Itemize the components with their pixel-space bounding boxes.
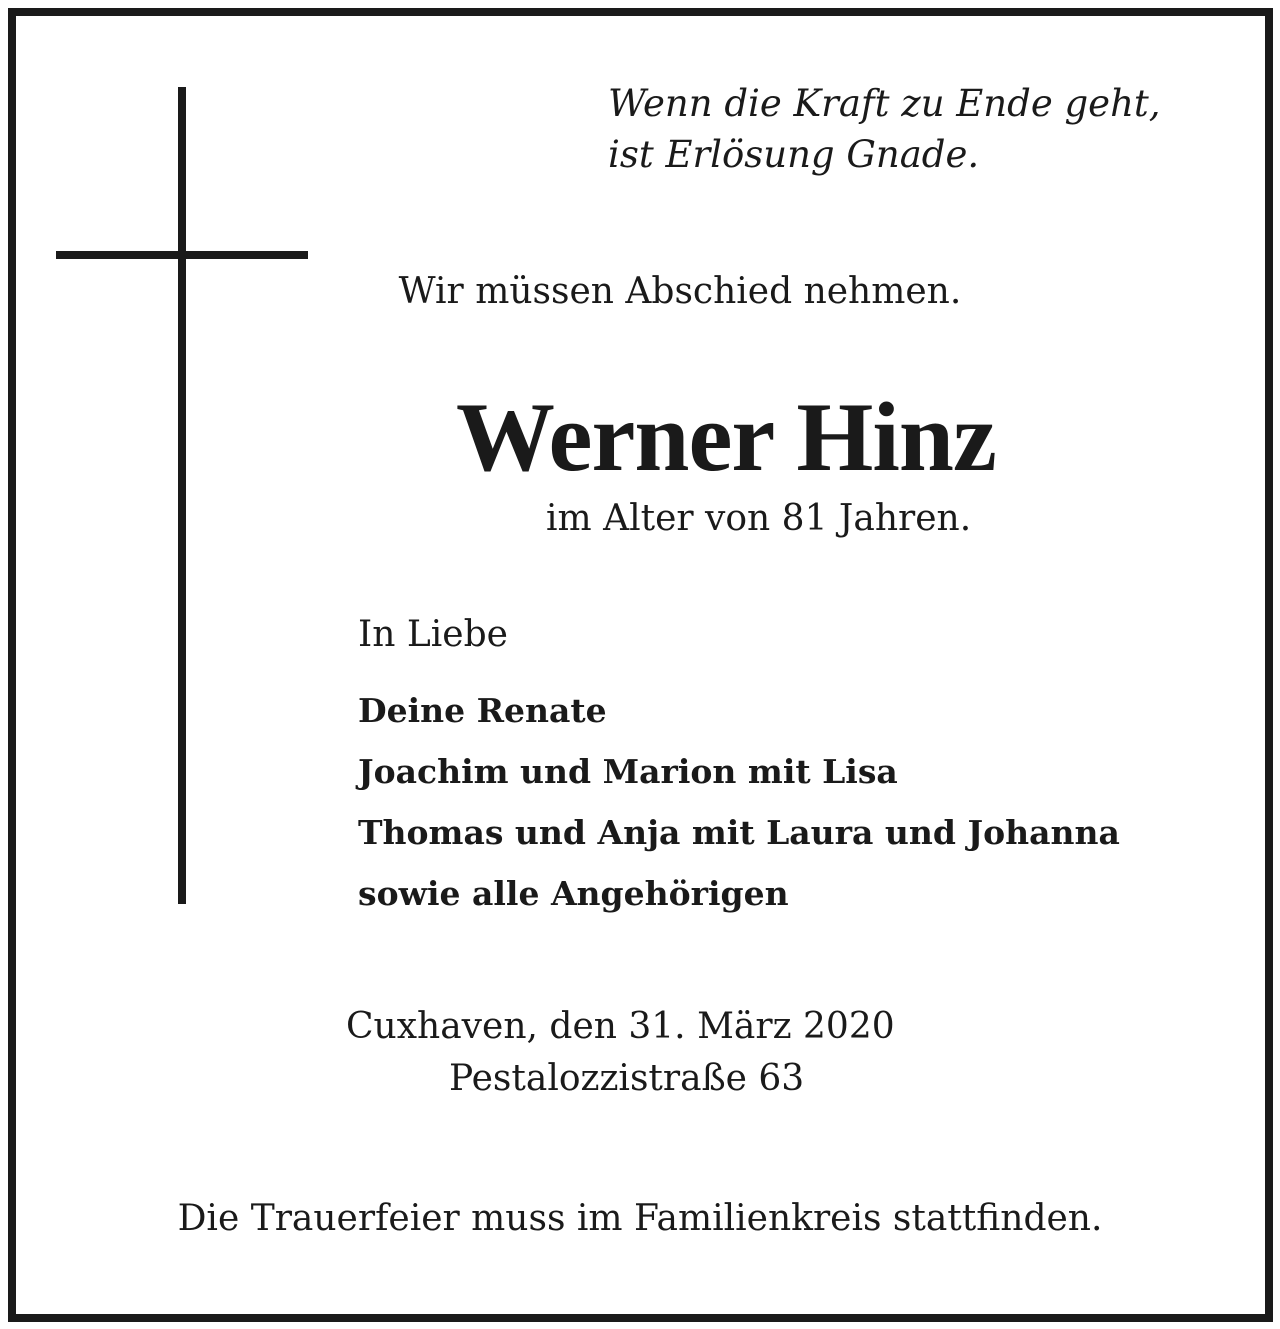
- deceased-age: im Alter von 81 Jahren.: [546, 498, 972, 539]
- motto-quote: [608, 78, 1161, 180]
- deceased-name: Werner Hinz: [456, 383, 996, 492]
- cross-icon: [178, 87, 186, 904]
- intro-line: Wir müssen Abschied nehmen.: [398, 271, 962, 312]
- mourner-entry: Joachim und Marion mit Lisa: [358, 752, 898, 791]
- closing-text: In Liebe: [358, 614, 508, 655]
- mourner-entry: Thomas und Anja mit Laura und Johanna: [358, 813, 1120, 852]
- cross-icon-crossbar: [56, 251, 308, 259]
- address: Pestalozzistraße 63: [449, 1058, 805, 1099]
- mourner-entry: sowie alle Angehörigen: [358, 874, 789, 913]
- place-date: Cuxhaven, den 31. März 2020: [346, 1006, 895, 1047]
- obituary-border: [8, 8, 1273, 1322]
- motto-line-1: Wenn die Kraft zu Ende geht,: [608, 82, 1161, 125]
- intro-text: [0, 268, 1160, 316]
- mourner-entry: Deine Renate: [358, 691, 607, 730]
- mourners-list: [358, 680, 1120, 924]
- motto-line-2: ist Erlösung Gnade.: [608, 133, 980, 176]
- funeral-notice: Die Trauerfeier muss im Familienkreis stattfinden.: [177, 1198, 1103, 1239]
